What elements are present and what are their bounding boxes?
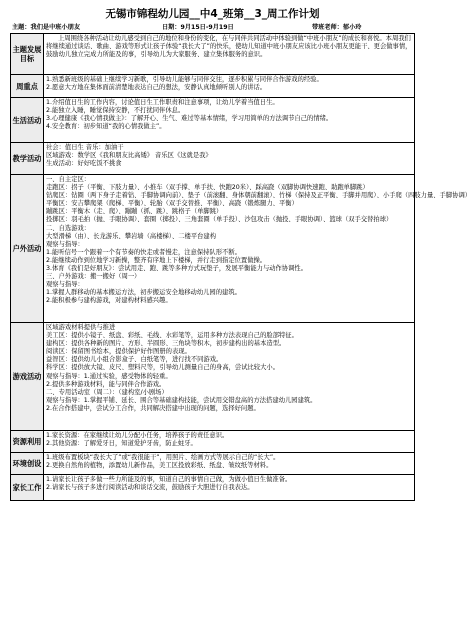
games-line: 2.在合作搭建中，尝试分工合作，共同解决搭建中出现的问题，选择好问题。 [46, 404, 260, 412]
games-line: 区域游戏材料提供与推进 [46, 324, 116, 331]
outdoor-line: 钻爬区：钻圈（两下身子走着钻、手脚协调向前）、垫子（前滚翻、身体朝前翻滚）、竹梯（保持及正平衡、手脚并用爬）、小手爬（四肢力量、手脚协调） [46, 192, 471, 200]
row-content-games [44, 323, 415, 431]
row-focus [11, 75, 415, 98]
outdoor-line: 走跑区：拐子（平衡、下肢力量）、小推车（双手撑、单手扶、快跑20米）、踩高跷（双脚协调快速跑、助跑单脚跳） [46, 184, 369, 192]
games-line: 科学区：提供放大镜、皮尺、塑料尺等，引导幼儿测量自己的身高，尝试比较大小。 [46, 364, 279, 372]
row-parents [11, 475, 415, 501]
games-line: 美工区：提供小镜子、纸盘、彩纸、毛线、水彩笔等，运用多种方法表现自己的脸部特征。 [46, 332, 298, 340]
plan-table [10, 33, 471, 501]
row-content-teaching [44, 143, 415, 175]
outdoor-line: 蹦跳区：平衡木（走、爬）、蹦蹦（抓、跳）、跳格子（单脚跳） [46, 208, 223, 216]
outdoor-line: 观察与指导： [46, 240, 84, 248]
outdoor-line: 平衡区：安吉攀爬架（爬梯、平衡）、轮胎（双手交替推、平衡）、高跷（锻炼腿力、平衡） [46, 200, 298, 208]
row-content-focus [44, 75, 415, 98]
outdoor-line: 2.能继续动作到位地学习新操，整齐有序地上下楼梯，并行走到指定位置做操。 [46, 256, 267, 264]
row-environment [11, 453, 415, 475]
row-content-life [44, 98, 415, 143]
row-games [11, 323, 415, 431]
outdoor-line: 三、户外游戏：搬一搬好（周一） [46, 273, 141, 281]
outdoor-line: 一、自主定区： [46, 176, 91, 183]
games-line: 观察与指导：1.掌握平铺、延长、围合等基础建构技能，尝试用交错盘高的方法搭建幼儿园建筑。 [46, 396, 317, 404]
parents-line: 1.请家长让孩子多做一些力所能及的事，知道自己的事情自己做，为做小值日生做准备。 [46, 476, 292, 483]
meta-row [10, 22, 415, 33]
life-line: 4.安全教育：初步知道“我的心情我做主”。 [46, 123, 166, 131]
outdoor-line: 观察与指导： [46, 281, 84, 289]
teaching-line: 区域游戏：数学区《我和朋友比高矮》 音乐区《这就是我》 [46, 152, 212, 160]
outdoor-line: 1.能听信号一个跟着一个有节奏的快走或者慢走，注意保持队形不断。 [46, 248, 241, 256]
games-line: 二、专用活动室（周二）：（建构室/小剧场） [46, 388, 168, 396]
outdoor-line: 二、自选游戏： [46, 224, 91, 232]
row-label-focus: 周重点 [11, 75, 44, 98]
outdoor-line: 投掷区：羽毛拍（抛、手眼协调）、套圈（掷投）、三角套圈（单手投）、沙包攻击（抛投、手眼协调）、篮球（双手交替拍球） [46, 216, 393, 224]
life-line: 1.介绍值日生的工作内容，讨论值日生工作职责和注意事项，让幼儿学着当值日生。 [46, 99, 279, 106]
focus-line: 2.愿意大方地在集体面前清楚地表达自己的想法，安静认真地倾听别人的讲话。 [46, 84, 267, 92]
outdoor-line: 1.掌握人群移动的基本搬运方法，初步搬运安全地移动幼儿园的建筑。 [46, 289, 241, 297]
games-line: 观察与指导：1.通过实验，感受物体的轻重。 [46, 372, 172, 380]
row-label-parents: 家长工作 [11, 475, 44, 501]
row-label-outdoor: 户外活动 [11, 175, 44, 323]
row-content-outdoor [44, 175, 471, 323]
outdoor-line: 3.体育《我们是好朋友》：尝试用走、跑、跳等多种方式玩垫子，发展平衡能力与动作协调性。 [46, 265, 308, 273]
goals-text: 上周围绕各种活动让幼儿感受到自己的地位和身份的变化，在与同伴共同活动中体验到做“中班小朋友”的成长和喜悦。本周我们将继续通过谈话、歌曲、游戏等形式让孩子体验“我长大了”的快乐，使幼儿知道中班小朋友应该比小班小朋友更能干、更会做事情，鼓励幼儿独立完成力所能及的事，引导幼儿为大家服务、建立集体服务的意识。 [46, 35, 412, 59]
row-content-resources [44, 431, 415, 453]
outdoor-line: 大型滑梯（由）、长龙游乐、攀岩墙（高楼梯）、二楼平台建构 [46, 232, 217, 240]
life-line: 3.心理健康《我心情我做主》：了解开心、生气、难过等基本情绪，学习用简单的方法调节自己的情绪。 [46, 115, 333, 123]
resources-line: 2.其他资源：了解爱牙日，知道爱护牙齿，防止蛀牙。 [46, 440, 197, 448]
row-label-life: 生活活动 [11, 98, 44, 143]
row-content-goals [44, 34, 415, 75]
weekly-plan-document [10, 7, 471, 501]
games-line: 阅读区：保留图书绘本，提供保护好作图册的表现。 [46, 348, 191, 356]
document-title: 无锡市锦程幼儿园__中4_班第__3_周工作计划 [105, 8, 320, 20]
row-label-teaching: 教学活动 [11, 143, 44, 175]
focus-line: 1.熟悉新班级的基础上继续学习新歌，引导幼儿能够与同伴交往，逐步积累与同伴合作游戏的经验。 [46, 76, 323, 83]
games-line: 2.提供多种游戏材料，能与同伴合作游戏。 [46, 380, 166, 388]
parents-line: 2.请家长与孩子多进行阅读活动和谈话交流，鼓励孩子大胆进行自我表达。 [46, 484, 254, 492]
date-label: 日期：9月15日-9月19日 [162, 24, 234, 31]
life-line: 2.能独立入睡，睡觉保持安静，不打扰同伴休息。 [46, 107, 185, 115]
environment-line: 2.更换自然角的植物，添置幼儿新作品，美工区投放彩纸、纸盘、皱纹纸等材料。 [46, 462, 273, 470]
row-label-environment: 环境创设 [11, 453, 44, 475]
teacher-label: 带班老师：郁小玲 [312, 24, 362, 31]
games-line: 益智区：提供幼儿小组合影盒子、白纸笔等，进行找不同游戏。 [46, 356, 223, 364]
row-goals [11, 34, 415, 75]
row-content-environment [44, 453, 415, 475]
row-outdoor [11, 175, 415, 323]
row-label-goals: 主题发展目标 [11, 34, 44, 75]
row-label-games: 游戏活动 [11, 323, 44, 431]
row-label-resources: 资源利用 [11, 431, 44, 453]
row-resources [11, 431, 415, 453]
row-content-parents [44, 475, 415, 501]
row-teaching [11, 143, 415, 175]
games-line: 建构区：提供各种新的图片、方形、半圆形、三角块等积木，初步建构出的基本造型。 [46, 340, 286, 348]
theme-label: 主题：我们是中班小朋友 [12, 24, 81, 31]
environment-line: 1.班级布置板块“我长大了”或“我很能干”，用照片、绘画方式等展示自己的“长大”。 [46, 454, 280, 461]
row-life [11, 98, 415, 143]
outdoor-line: 2.能积极参与建构游戏，对建构材料感兴趣。 [46, 297, 172, 305]
teaching-line: 社会：值日生 音乐：加油干 [46, 144, 124, 151]
resources-line: 1.家长资源：在家继续让幼儿分配小任务，培养孩子的责任意识。 [46, 432, 229, 439]
teaching-line: 生成活动：好好吃饭不挑食 [46, 160, 122, 168]
